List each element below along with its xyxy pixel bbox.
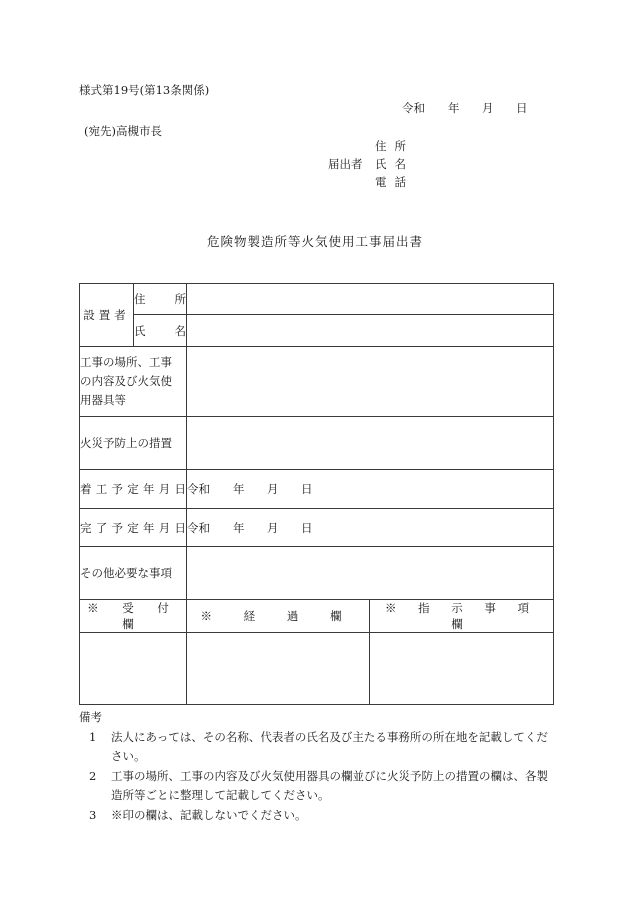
other-items-label: その他必要な事項 <box>80 547 187 600</box>
form-number: 様式第19号(第13条関係) <box>79 83 210 97</box>
fire-prevention-field[interactable] <box>187 417 554 470</box>
instructions-field <box>370 633 554 705</box>
document-title: 危険物製造所等火気使用工事届出書 <box>206 234 423 249</box>
start-date-label: 着工予定年月日 <box>80 470 187 509</box>
applicant-block <box>328 137 414 191</box>
start-date-field[interactable]: 令和 年 月 日 <box>187 470 554 509</box>
date-era: 令和 <box>402 101 425 115</box>
application-form-table <box>79 283 554 705</box>
progress-field <box>187 633 370 705</box>
applicant-phone-label: 電話 <box>375 175 414 189</box>
installer-name-field[interactable] <box>187 315 554 347</box>
installer-label: 設置者 <box>80 284 134 347</box>
completion-date-label: 完了予定年月日 <box>80 509 187 547</box>
notes-heading: 備考 <box>79 710 102 724</box>
date-day-label: 日 <box>516 101 528 115</box>
work-details-label: 工事の場所、工事の内容及び火気使用器具等 <box>80 347 187 417</box>
applicant-address-label: 住所 <box>375 139 414 153</box>
applicant-role-label: 届出者 <box>328 157 363 171</box>
notes-section <box>79 708 553 825</box>
reception-field <box>80 633 187 705</box>
applicant-name-label: 氏名 <box>375 157 414 171</box>
date-month-label: 月 <box>482 101 494 115</box>
installer-address-field[interactable] <box>187 284 554 315</box>
note-item: 3 ※印の欄は、記載しないでください。 <box>89 807 307 822</box>
note-item: 1 法人にあっては、その名称、代表者の氏名及び主たる事務所の所在地を記載してください。 <box>89 729 548 763</box>
instructions-header: ※ 指 示 事 項 欄 <box>370 600 554 633</box>
addressee: (宛先)高槻市長 <box>84 124 162 138</box>
installer-address-label: 住所 <box>134 284 187 315</box>
other-items-field[interactable] <box>187 547 554 600</box>
submission-date <box>402 100 528 116</box>
completion-date-field[interactable]: 令和 年 月 日 <box>187 509 554 547</box>
date-year-label: 年 <box>448 101 460 115</box>
progress-header: ※ 経 過 欄 <box>187 600 370 633</box>
work-details-field[interactable] <box>187 347 554 417</box>
note-item: 2 工事の場所、工事の内容及び火気使用器具の欄並びに火災予防上の措置の欄は、各製造所等ごとに整理して記載してください。 <box>89 768 548 802</box>
reception-header: ※ 受 付 欄 <box>80 600 187 633</box>
installer-name-label: 氏名 <box>134 315 187 347</box>
fire-prevention-label: 火災予防上の措置 <box>80 417 187 470</box>
